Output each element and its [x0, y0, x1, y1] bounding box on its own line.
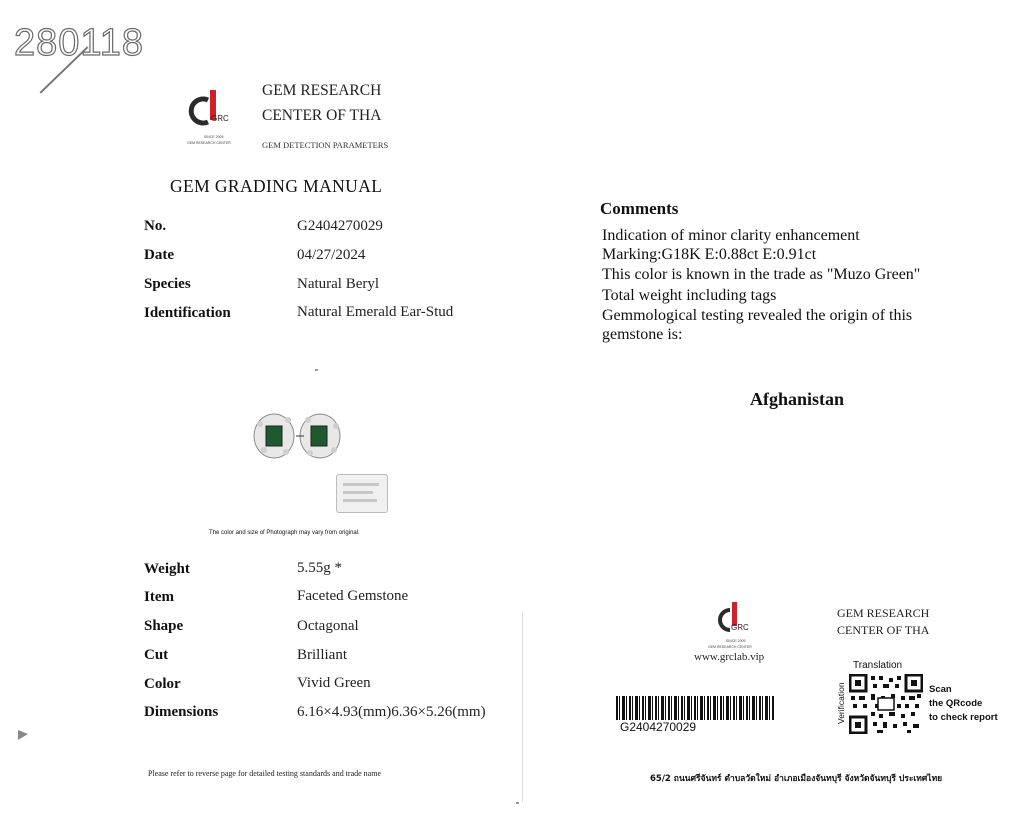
value-item: Faceted Gemstone — [297, 588, 409, 604]
value-shape: Octagonal — [297, 618, 359, 634]
earring-image — [252, 408, 344, 464]
grc-logo-sub: GEM RESEARCH CENTER — [187, 141, 231, 145]
comment-line-2: Marking:G18K E:0.88ct E:0.91ct — [602, 246, 817, 263]
grc-logo-right — [704, 600, 770, 650]
comment-line-1: Indication of minor clarity enhancement — [602, 227, 860, 244]
grc-logo-text: GRC — [211, 114, 229, 123]
photo-disclaimer: The color and size of Photograph may vary from original. — [209, 530, 360, 536]
brand-line-2: CENTER OF THA — [262, 107, 382, 124]
qr-code-icon — [849, 674, 923, 734]
speck — [315, 369, 318, 371]
watermark-number: 280118 — [14, 22, 144, 64]
label-no: No. — [144, 218, 167, 234]
speck-bottom — [516, 802, 519, 804]
label-color: Color — [144, 676, 181, 692]
scan-line-3: to check report — [929, 712, 998, 723]
label-item: Item — [144, 589, 174, 605]
qr-code[interactable] — [849, 674, 923, 734]
weight-tag-image — [336, 474, 388, 513]
right-brand-line-2: CENTER OF THA — [837, 623, 930, 637]
value-species: Natural Beryl — [297, 276, 380, 292]
grc-logo — [184, 88, 254, 150]
label-identification: Identification — [144, 305, 231, 321]
verification-label: Verification — [836, 682, 846, 724]
earring-photo — [252, 408, 344, 464]
scan-line-1: Scan — [929, 684, 952, 695]
brand-line-1: GEM RESEARCH — [262, 82, 382, 99]
comment-line-5: Gemmological testing revealed the origin of this — [602, 307, 913, 324]
label-dimensions: Dimensions — [144, 704, 219, 720]
grc-logo-since: SINCE 2005 — [204, 135, 224, 139]
grc-logo-right-text: GRC — [731, 623, 749, 632]
origin-country: Afghanistan — [750, 389, 845, 409]
website-url: www.grclab.vip — [694, 651, 765, 663]
label-weight: Weight — [144, 561, 190, 577]
comment-line-4: Total weight including tags — [602, 287, 777, 304]
corner-mark — [18, 730, 28, 740]
scan-line-2: the QRcode — [929, 698, 983, 709]
value-cut: Brilliant — [297, 647, 347, 663]
right-brand-line-1: GEM RESEARCH — [837, 606, 930, 620]
label-date: Date — [144, 247, 174, 263]
card-divider — [522, 612, 523, 802]
value-weight: 5.55g * — [297, 560, 342, 576]
translation-label: Translation — [853, 660, 903, 671]
brand-line-3: GEM DETECTION PARAMETERS — [262, 140, 389, 150]
comments-title: Comments — [600, 199, 679, 218]
value-dimensions: 6.16×4.93(mm)6.36×5.26(mm) — [297, 704, 486, 720]
comment-line-3: This color is known in the trade as "Muzo Green" — [602, 266, 921, 283]
value-no: G2404270029 — [297, 218, 383, 234]
value-identification: Natural Emerald Ear-Stud — [297, 304, 454, 320]
barcode — [616, 696, 774, 720]
barcode-number: G2404270029 — [620, 720, 697, 734]
label-shape: Shape — [144, 618, 184, 634]
manual-title: GEM GRADING MANUAL — [170, 176, 383, 196]
reverse-page-note: Please refer to reverse page for detailed testing standards and trade name — [148, 769, 382, 778]
label-species: Species — [144, 276, 191, 292]
grc-logo-right-sub: GEM RESEARCH CENTER — [708, 645, 752, 649]
label-cut: Cut — [144, 647, 169, 663]
value-date: 04/27/2024 — [297, 247, 366, 263]
value-color: Vivid Green — [297, 675, 371, 691]
grc-logo-right-since: SINCE 2005 — [726, 639, 746, 643]
lab-address: 65/2 ถนนศรีจันทร์ ตำบลวัดใหม่ อำเภอเมืองจันทบุรี จังหวัดจันทบุรี ประเทศไทย — [650, 774, 943, 784]
comment-line-6: gemstone is: — [602, 326, 683, 343]
